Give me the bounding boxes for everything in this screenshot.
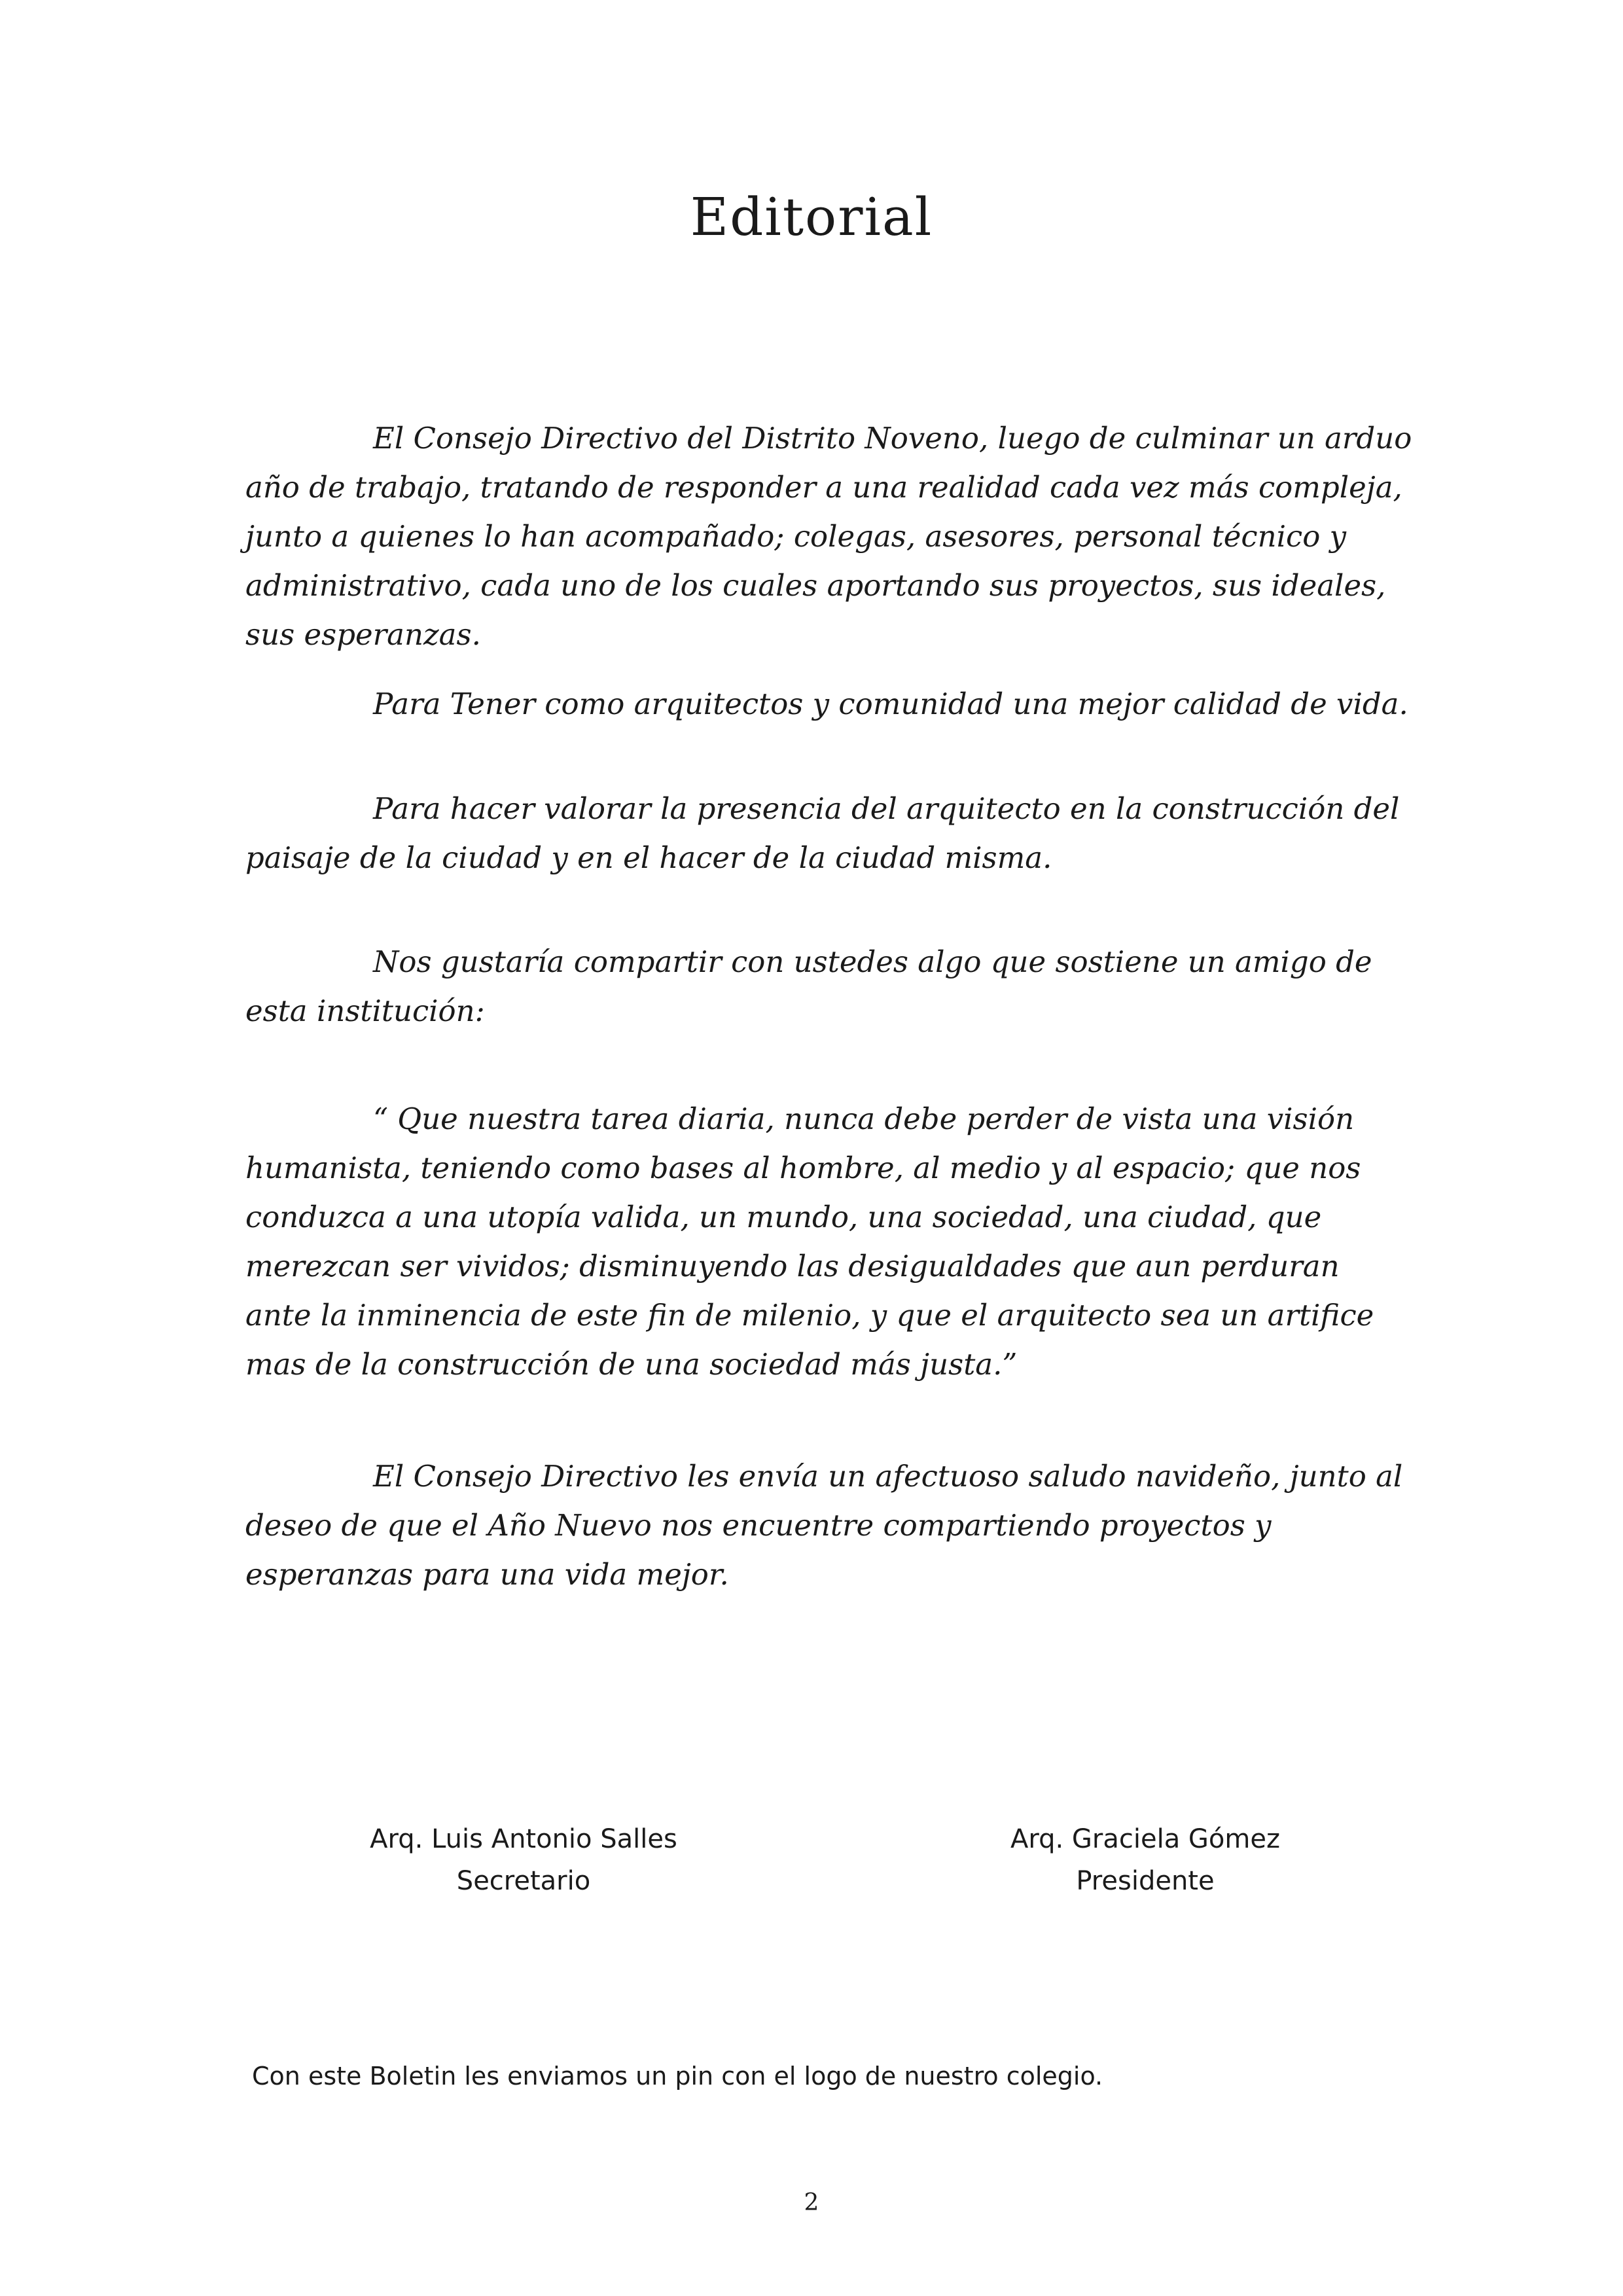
page-number: 2: [804, 2189, 819, 2216]
paragraph-goal-presence: Para hacer valorar la presencia del arquitecto en la construcción del paisaje de la ciudad y en el hacer de la ciudad misma.: [245, 791, 1400, 875]
paragraph-intro: El Consejo Directivo del Distrito Noveno, luego de culminar un arduo año de trabajo, tratando de responder a una realidad cada vez más compleja, junto a quienes lo han acompañado; colegas, asesores, personal técnico y administrativo, cada uno de los cuales aportando sus proyectos, sus ideales, sus esperanzas.: [245, 421, 1412, 652]
page-title: Editorial: [690, 187, 933, 247]
signature-secretary: [366, 1818, 681, 1902]
paragraph-share: Nos gustaría compartir con ustedes algo que sostiene un amigo de esta institución:: [245, 944, 1372, 1028]
signature-name: Arq. Luis Antonio Salles: [370, 1824, 677, 1854]
footnote: Con este Boletin les enviamos un pin con el logo de nuestro colegio.: [252, 2062, 1103, 2090]
signature-role: Presidente: [1076, 1866, 1215, 1896]
signature-name: Arq. Graciela Gómez: [1010, 1824, 1280, 1854]
signature-president: [1001, 1818, 1289, 1902]
paragraph-greeting: El Consejo Directivo les envía un afectuoso saludo navideño, junto al deseo de que el Año Nuevo nos encuentre compartiendo proyectos y esperanzas para una vida mejor.: [245, 1459, 1403, 1592]
paragraph-goal-quality: Para Tener como arquitectos y comunidad una mejor calidad de vida.: [373, 687, 1408, 721]
signature-role: Secretario: [456, 1866, 591, 1896]
paragraph-quote: “ Que nuestra tarea diaria, nunca debe perder de vista una visión humanista, teniendo como bases al hombre, al medio y al espacio; que nos conduzca a una utopía valida, un mundo, una sociedad, una ciudad, que merezcan ser vividos; disminuyendo las desigualdades que aun perduran ante la inminencia de este fin de milenio, y que el arquitecto sea un artifice mas de la construcción de una sociedad más justa.”: [245, 1102, 1374, 1382]
